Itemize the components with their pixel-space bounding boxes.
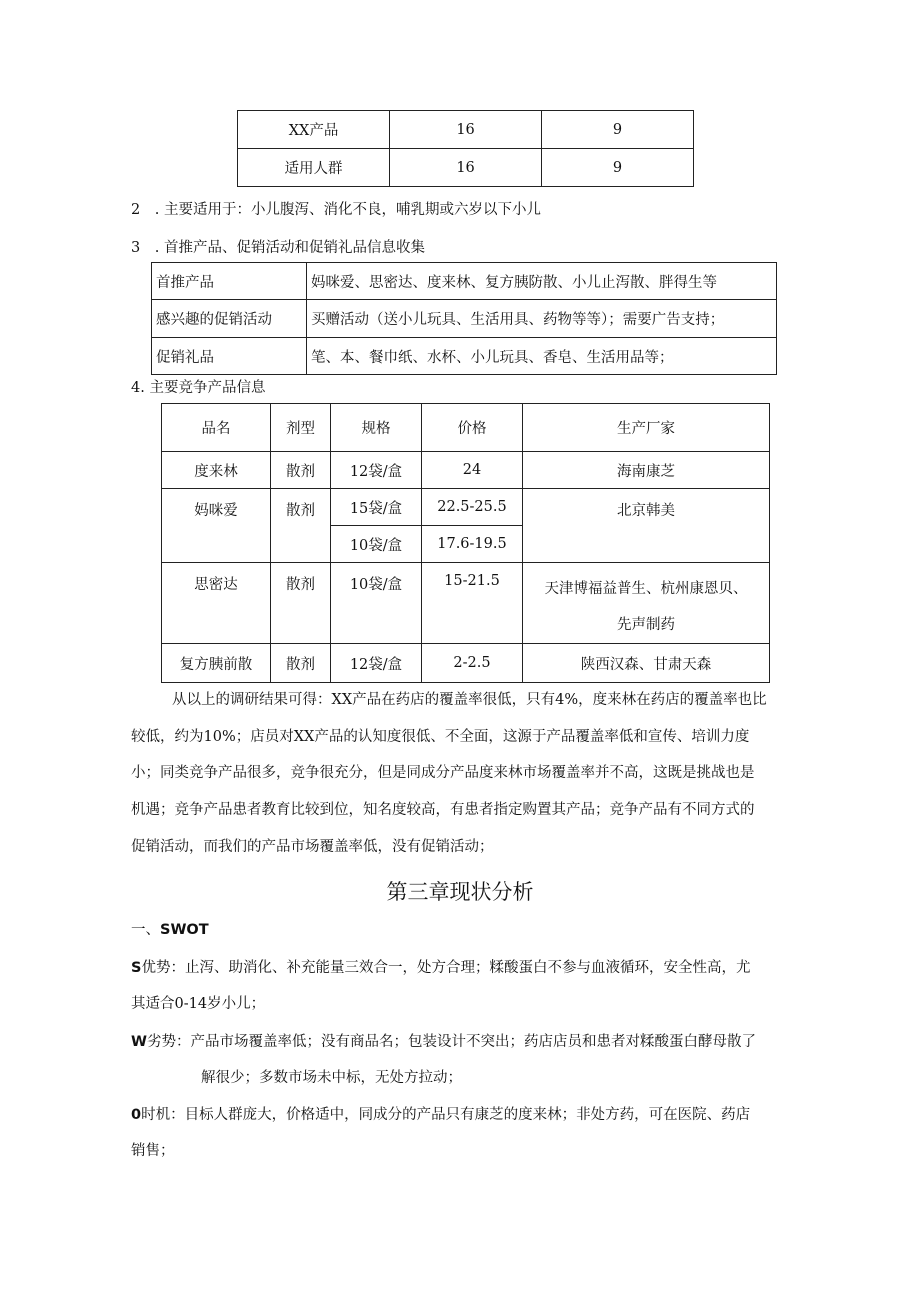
section-prefix: 一、 <box>131 922 160 938</box>
table-cell: 9 <box>542 149 694 187</box>
item-4-text: 4. 主要竞争产品信息 <box>131 380 266 396</box>
table-cell: XX产品 <box>238 111 390 149</box>
table-cell: 17.6-19.5 <box>422 526 523 563</box>
section-label: SWOT <box>160 922 209 938</box>
swot-letter: S <box>131 960 142 976</box>
table-cell: 笔、本、餐巾纸、水杯、小儿玩具、香皂、生活用品等； <box>307 338 777 375</box>
table-cell <box>523 563 770 644</box>
table-cell: 复方胰前散 <box>162 644 271 683</box>
summary-line: 从以上的调研结果可得：XX产品在药店的覆盖率很低，只有4%，度来林在药店的覆盖率也比 <box>172 692 767 708</box>
column-header: 规格 <box>331 404 422 452</box>
table-cell: 适用人群 <box>238 149 390 187</box>
section-heading <box>131 918 209 939</box>
table-cell: 16 <box>390 111 542 149</box>
table-row <box>152 338 777 375</box>
table-cell: 9 <box>542 111 694 149</box>
table-row <box>162 644 770 683</box>
summary-line: 小；同类竞争产品很多，竞争很充分，但是同成分产品度来林市场覆盖率并不高，这既是挑战也是 <box>131 765 755 781</box>
item-3-text: 3 . 首推产品、促销活动和促销礼品信息收集 <box>131 240 425 256</box>
swot-w-line-2: 解很少；多数市场未中标，无处方拉动； <box>201 1070 462 1086</box>
table-cell: 陕西汉森、甘肃天森 <box>523 644 770 683</box>
table-row <box>152 263 777 300</box>
table-cell: 思密达 <box>162 563 271 644</box>
table-cell: 散剂 <box>271 452 331 489</box>
table-row <box>152 300 777 338</box>
table-cell: 妈咪爱、思密达、度来林、复方胰防散、小儿止泻散、胖得生等 <box>307 263 777 300</box>
table-cell: 16 <box>390 149 542 187</box>
table-cell: 24 <box>422 452 523 489</box>
chapter-title: 第三章现状分析 <box>386 880 534 904</box>
swot-letter: 0 <box>131 1107 142 1123</box>
table-cell: 10袋/盒 <box>331 563 422 644</box>
swot-text: 优势：止泻、助消化、补充能量三效合一，处方合理；糅酸蛋白不参与血液循环，安全性高，尤 <box>141 960 751 976</box>
swot-s-line-2: 其适合0-14岁小儿； <box>131 996 266 1012</box>
manufacturer-line: 先声制药 <box>617 617 675 633</box>
summary-line: 促销活动，而我们的产品市场覆盖率低，没有促销活动； <box>131 839 494 855</box>
swot-o-line-2: 销售； <box>131 1143 175 1159</box>
table-cell: 妈咪爱 <box>162 489 271 563</box>
table-header-row <box>162 404 770 452</box>
swot-text: 劣势：产品市场覆盖率低；没有商品名；包装设计不突出；药店店员和患者对糅酸蛋白酵母散了 <box>147 1034 756 1050</box>
swot-o-line <box>131 1103 750 1124</box>
column-header: 价格 <box>422 404 523 452</box>
swot-s-line <box>131 956 750 977</box>
column-header: 剂型 <box>271 404 331 452</box>
column-header: 生产厂家 <box>523 404 770 452</box>
table-cell: 15袋/盒 <box>331 489 422 526</box>
summary-line: 较低，约为10%；店员对XX产品的认知度很低、不全面，这源于产品覆盖率低和宣传、培训力度 <box>131 729 750 745</box>
manufacturer-line: 天津博福益普生、杭州康恩贝、 <box>544 581 748 597</box>
table-cell: 海南康芝 <box>523 452 770 489</box>
table-row <box>162 452 770 489</box>
column-header: 品名 <box>162 404 271 452</box>
table-cell: 22.5-25.5 <box>422 489 523 526</box>
table-row <box>238 149 694 187</box>
table-cell: 度来林 <box>162 452 271 489</box>
table-cell: 12袋/盒 <box>331 644 422 683</box>
table-row <box>162 489 770 526</box>
swot-w-line <box>131 1030 756 1051</box>
table-promotion-info <box>151 262 777 375</box>
swot-text: 时机：目标人群庞大，价格适中，同成分的产品只有康芝的度来林；非处方药，可在医院、药店 <box>141 1107 751 1123</box>
table-cell: 2-2.5 <box>422 644 523 683</box>
table-cell: 12袋/盒 <box>331 452 422 489</box>
table-coverage <box>237 110 694 187</box>
table-cell: 15-21.5 <box>422 563 523 644</box>
table-row <box>162 563 770 644</box>
table-cell: 北京韩美 <box>523 489 770 563</box>
table-row <box>238 111 694 149</box>
table-cell: 促销礼品 <box>152 338 307 375</box>
table-cell: 10袋/盒 <box>331 526 422 563</box>
summary-line: 机遇；竞争产品患者教育比较到位，知名度较高，有患者指定购置其产品；竞争产品有不同方式的 <box>131 802 755 818</box>
table-cell: 买赠活动（送小儿玩具、生活用具、药物等等）；需要广告支持； <box>307 300 777 338</box>
table-cell: 散剂 <box>271 563 331 644</box>
item-2-text: 2 . 主要适用于：小儿腹泻、消化不良，哺乳期或六岁以下小儿 <box>131 202 541 218</box>
table-cell: 首推产品 <box>152 263 307 300</box>
table-competitors <box>161 403 770 683</box>
swot-letter: W <box>131 1034 147 1050</box>
table-cell: 感兴趣的促销活动 <box>152 300 307 338</box>
table-cell: 散剂 <box>271 644 331 683</box>
table-cell: 散剂 <box>271 489 331 563</box>
